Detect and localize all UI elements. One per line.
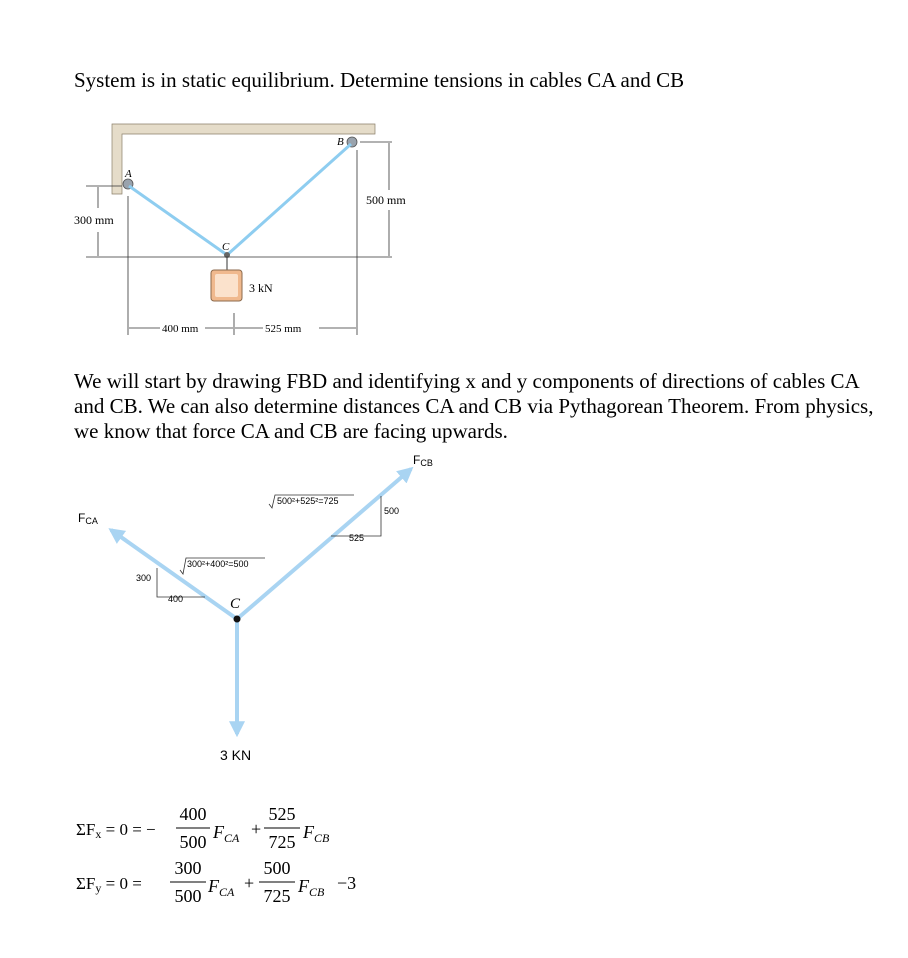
equation-fy: [76, 858, 356, 906]
fy-den1: 500: [174, 886, 202, 906]
fy-num2: 500: [263, 858, 291, 878]
free-body-diagram: [0, 450, 908, 770]
problem-title: System is in static equilibrium. Determine tensions in cables CA and CB: [74, 68, 685, 92]
label-c-fbd: C: [230, 596, 241, 612]
label-b: B: [337, 136, 344, 148]
cb-horizontal: 525: [349, 533, 365, 543]
load-label-fbd: 3 KN: [220, 747, 252, 763]
joint-c-fbd: [234, 616, 241, 623]
dim-400: 400 mm: [162, 323, 199, 335]
fx-den1: 500: [179, 832, 207, 852]
problem-figure: [0, 0, 908, 360]
svg-text:ΣFx = 0 = −: ΣFx = 0 = −: [76, 820, 156, 841]
svg-text:+: +: [244, 873, 255, 893]
hyp-cb: 500²+525²=725: [277, 496, 339, 506]
fx-num1: 400: [179, 804, 207, 824]
dimension-lines: [86, 142, 392, 335]
load-block-face: [215, 274, 238, 297]
cb-vertical: 500: [384, 506, 400, 516]
load-label: 3 kN: [249, 281, 273, 295]
label-a: A: [125, 168, 132, 180]
cable-ca: [129, 186, 227, 255]
svg-text:FCA: $F_{CA}$: [213, 822, 240, 845]
explanation-paragraph: We will start by drawing FBD and identifying x and y components of directions of cables CA and CB. We can also determine distances CA and CB via Pythagorean Theorem. From physics, we know that force CA and CB are facing upwards.: [74, 369, 874, 443]
equation-fx: [76, 804, 330, 852]
equilibrium-equations: [0, 790, 908, 920]
svg-text:ΣFy = 0 =: ΣFy = 0 =: [76, 874, 142, 895]
svg-text:FCA: $F_{CA}$: [208, 876, 235, 899]
dim-500: 500 mm: [366, 193, 406, 207]
svg-text:FCB: $F_{CB}$: [303, 822, 330, 845]
dim-300: 300 mm: [74, 213, 114, 227]
svg-text:+: +: [251, 819, 262, 839]
ca-vertical: 300: [136, 573, 152, 583]
svg-text:−3: −3: [337, 873, 357, 893]
component-triangles: [157, 496, 381, 597]
svg-text:FCB: $F_{CB}$: [298, 876, 325, 899]
fx-num2: 525: [268, 804, 296, 824]
fy-num1: 300: [174, 858, 202, 878]
ca-horizontal: 400: [168, 594, 184, 604]
dim-525: 525 mm: [265, 323, 302, 335]
hyp-ca: 300²+400²=500: [187, 559, 249, 569]
fx-den2: 725: [268, 832, 296, 852]
force-cb-arrow: [237, 469, 411, 619]
force-ca-arrow: [111, 530, 237, 619]
label-c: C: [222, 241, 230, 253]
fy-den2: 725: [263, 886, 291, 906]
label-fca: FCA: [78, 511, 98, 526]
cable-cb: [227, 144, 351, 255]
label-fcb: FCB: [413, 453, 433, 468]
